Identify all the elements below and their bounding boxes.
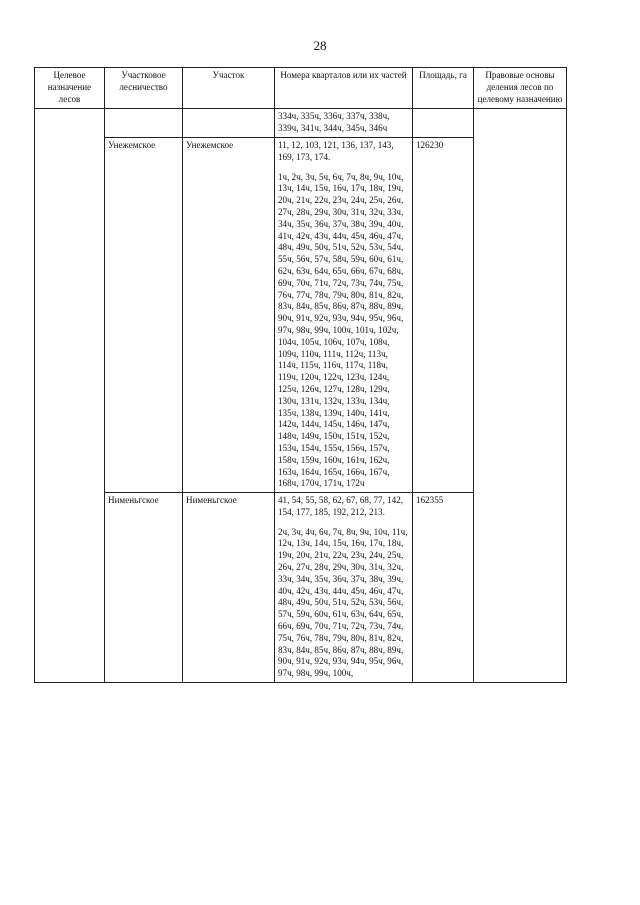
section-cell-continuation xyxy=(183,109,275,138)
quarters-cell xyxy=(275,137,413,492)
section-cell: Нименьгское xyxy=(183,493,275,683)
header-quarters: Номера кварталов или их частей xyxy=(275,68,413,109)
header-district: Участковое лесничество xyxy=(105,68,183,109)
area-cell: 126230 xyxy=(413,137,474,492)
whole-quarters-list: 41, 54, 55, 58, 62, 67, 68, 77, 142, 154, 177, 185, 192, 212, 213. xyxy=(278,495,404,517)
purpose-cell xyxy=(35,109,105,683)
page-number: 28 xyxy=(313,38,327,53)
header-purpose: Целевое назначение лесов xyxy=(35,68,105,109)
area-cell: 162355 xyxy=(413,493,474,683)
section-cell: Унежемское xyxy=(183,137,275,492)
table-row-continuation xyxy=(35,109,567,138)
forest-allocation-table xyxy=(34,67,567,683)
table-header-row xyxy=(35,68,567,109)
quarters-cell xyxy=(275,493,413,683)
partial-quarters-list: 2ч, 3ч, 4ч, 6ч, 7ч, 8ч, 9ч, 10ч, 11ч, 12ч, 13ч, 14ч, 15ч, 16ч, 17ч, 18ч, 19ч, 20ч, 21ч, 22ч, 23ч, 24ч, 25ч, 26ч, 27ч, 28ч, 29ч, 30ч, 31ч, 32ч, 33ч, 34ч, 35ч, 36ч, 37ч, 38ч, 39ч, 40ч, 42ч, 43ч, 44ч, 45ч, 46ч, 47ч, 48ч, 49ч, 50ч, 51ч, 52ч, 53ч, 56ч, 57ч, 59ч, 60ч, 61ч, 63ч, 64ч, 65ч, 66ч, 69ч, 70ч, 71ч, 72ч, 73ч, 74ч, 75ч, 76ч, 78ч, 79ч, 80ч, 81ч, 82ч, 83ч, 84ч, 85ч, 86ч, 87ч, 88ч, 89ч, 90ч, 91ч, 92ч, 93ч, 94ч, 95ч, 96ч, 97ч, 98ч, 99ч, 100ч, xyxy=(278,526,408,679)
district-cell-continuation xyxy=(105,109,183,138)
district-cell: Нименьгское xyxy=(105,493,183,683)
header-section: Участок xyxy=(183,68,275,109)
quarters-continuation-list: 334ч, 335ч, 336ч, 337ч, 338ч, 339ч, 341ч, 344ч, 345ч, 346ч xyxy=(278,111,390,134)
whole-quarters-list: 11, 12, 103, 121, 136, 137, 143, 169, 173, 174. xyxy=(278,139,394,162)
area-cell-continuation xyxy=(413,109,474,138)
header-legal-basis: Правовые основы деления лесов по целевому назначению xyxy=(474,68,567,109)
district-cell: Унежемское xyxy=(105,137,183,492)
header-area: Площадь, га xyxy=(413,68,474,109)
partial-quarters-list: 1ч, 2ч, 3ч, 5ч, 6ч, 7ч, 8ч, 9ч, 10ч, 13ч, 14ч, 15ч, 16ч, 17ч, 18ч, 19ч, 20ч, 21ч, 22ч, 23ч, 24ч, 25ч, 26ч, 27ч, 28ч, 29ч, 30ч, 31ч, 32ч, 33ч, 34ч, 35ч, 36ч, 37ч, 38ч, 39ч, 40ч, 41ч, 42ч, 43ч, 44ч, 45ч, 46ч, 47ч, 48ч, 49ч, 50ч, 51ч, 52ч, 53ч, 54ч, 55ч, 56ч, 57ч, 58ч, 59ч, 60ч, 61ч, 62ч, 63ч, 64ч, 65ч, 66ч, 67ч, 68ч, 69ч, 70ч, 71ч, 72ч, 73ч, 74ч, 75ч, 76ч, 77ч, 78ч, 79ч, 80ч, 81ч, 82ч, 83ч, 84ч, 85ч, 86ч, 87ч, 88ч, 89ч, 90ч, 91ч, 92ч, 93ч, 94ч, 95ч, 96ч, 97ч, 98ч, 99ч, 100ч, 101ч, 102ч, 104ч, 105ч, 106ч, 107ч, 108ч, 109ч, 110ч, 111ч, 112ч, 113ч, 114ч, 115ч, 116ч, 117ч, 118ч, 119ч, 120ч, 122ч, 123ч, 124ч, 125ч, 126ч, 127ч, 128ч, 129ч, 130ч, 131ч, 132ч, 133ч, 134ч, 135ч, 138ч, 139ч, 140ч, 141ч, 142ч, 144ч, 145ч, 146ч, 147ч, 148ч, 149ч, 150ч, 151ч, 152ч, 153ч, 154ч, 155ч, 156ч, 157ч, 158ч, 159ч, 160ч, 161ч, 162ч, 163ч, 164ч, 165ч, 166ч, 167ч, 168ч, 170ч, 171ч, 172ч xyxy=(278,171,404,489)
legal-basis-cell xyxy=(474,109,567,683)
quarters-cell-continuation xyxy=(275,109,413,138)
